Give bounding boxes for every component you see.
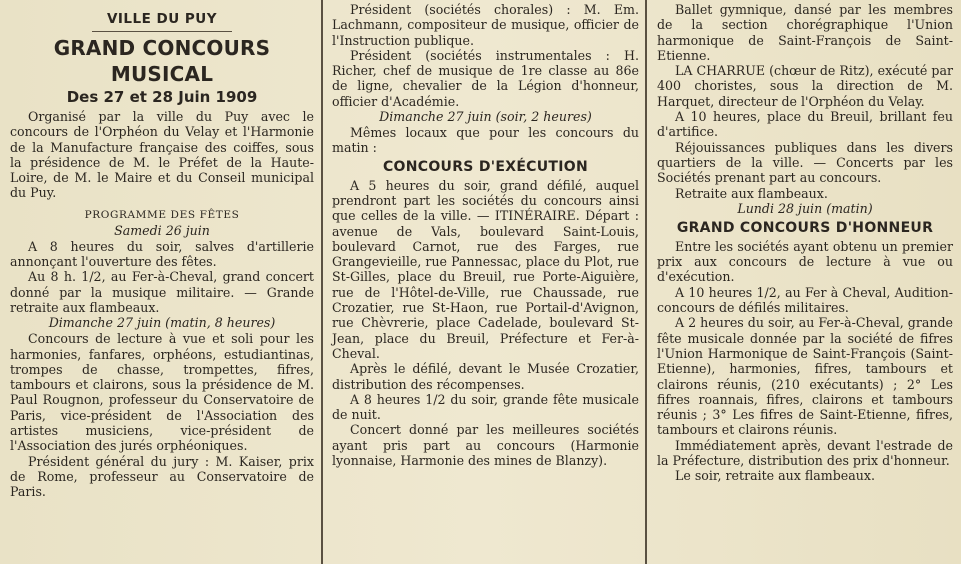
paragraph: A 5 heures du soir, grand défilé, auquel prendront part les sociétés du concours ainsi que celles de la ville. — ITINÉRAIRE. Départ : avenue de Vals, boulevard Saint-Louis, boulevard Carnot, rue des Farges, rue Grangevieille, rue Pannessac, place du Plot, rue St-Gilles, place du Breuil, rue Porte-Aiguière, rue de l'Hôtel-de-Ville, rue Chaussade, rue Crozatier, rue St-Haon, rue Portail-d'Avignon, rue Chèvrerie, place Cadelade, boulevard St-Jean, place du Breuil, Préfecture et Fer-à-Cheval.: [332, 177, 639, 361]
day-heading-dimanche-matin: Dimanche 27 juin (matin, 8 heures): [48, 315, 276, 331]
paragraph: Le soir, retraite aux flambeaux.: [675, 468, 875, 484]
header-divider: [92, 31, 232, 32]
day-heading-dimanche-soir: Dimanche 27 juin (soir, 2 heures): [379, 109, 592, 125]
column-1: [0, 0, 322, 564]
paragraph: Président (sociétés instrumentales : H. Richer, chef de musique de 1re classe au 86e de ligne, chevalier de la Légion d'honneur, officier d'Académie.: [332, 47, 639, 109]
programme-heading: PROGRAMME DES FÊTES: [84, 208, 240, 221]
paragraph: Mêmes locaux que pour les concours du matin :: [332, 125, 639, 156]
article-dates: Des 27 et 28 Juin 1909: [66, 88, 258, 106]
intro-paragraph: Organisé par la ville du Puy avec le concours de l'Orphéon du Velay et l'Harmonie de la Manufacture française des coiffes, sous la présidence de M. le Préfet de la Haute-Loire, de M. le Maire et du Conseil municipal du Puy.: [10, 109, 314, 201]
paragraph: Président (sociétés chorales) : M. Em. Lachmann, compositeur de musique, officier de l'Instruction publique.: [332, 2, 639, 48]
paragraph: Réjouissances publiques dans les divers quartiers de la ville. — Concerts par les Sociétés prenant part au concours.: [657, 139, 953, 186]
article-title: GRAND CONCOURS MUSICAL: [53, 36, 271, 86]
paragraph: A 8 heures 1/2 du soir, grande fête musicale de nuit.: [332, 391, 639, 423]
paragraph: Retraite aux flambeaux.: [675, 185, 828, 201]
paragraph: Immédiatement après, devant l'estrade de la Préfecture, distribution des prix d'honneur.: [657, 437, 953, 469]
section-heading-honneur: GRAND CONCOURS D'HONNEUR: [676, 219, 934, 236]
paragraph: Au 8 h. 1/2, au Fer-à-Cheval, grand concert donné par la musique militaire. — Grande retraite aux flambeaux.: [10, 269, 314, 315]
column-3: [647, 0, 961, 564]
section-header-ville: VILLE DU PUY: [106, 11, 218, 27]
column-2: [322, 0, 647, 564]
paragraph: Entre les sociétés ayant obtenu un premier prix aux concours de lecture à vue ou d'exécution.: [657, 238, 953, 285]
day-heading-lundi: Lundi 28 juin (matin): [737, 200, 873, 216]
paragraph: A 8 heures du soir, salves d'artillerie annonçant l'ouverture des fêtes.: [10, 238, 314, 270]
paragraph: Concert donné par les meilleures sociétés ayant pris part au concours (Harmonie lyonnaise, Harmonie des mines de Blanzy).: [332, 422, 639, 469]
paragraph: Président général du jury : M. Kaiser, prix de Rome, professeur au Conservatoire de Paris.: [10, 453, 314, 500]
section-heading-execution: CONCOURS D'EXÉCUTION: [382, 158, 589, 175]
paragraph: A 10 heures, place du Breuil, brillant feu d'artifice.: [657, 109, 953, 140]
paragraph: Concours de lecture à vue et soli pour les harmonies, fanfares, orphéons, estudiantinas, trompes de chasse, trompettes, fifres, tambours et clairons, sous la présidence de M. Paul Rougnon, professeur du Conservatoire de Paris, vice-président de l'Association des artistes musiciens, vice-président de l'Association des jurés orphéoniques.: [10, 331, 314, 454]
paragraph: A 2 heures du soir, au Fer-à-Cheval, grande fête musicale donnée par la société de fifres l'Union Harmonique de Saint-François (Saint-Etienne), harmonies, fifres, tambours et clairons réunis, (210 exécutants) ; 2° Les fifres roannais, fifres, clairons et tambours réunis ; 3° Les fifres de Saint-Etienne, fifres, tambours et clairons réunis.: [657, 315, 953, 438]
paragraph: LA CHARRUE (chœur de Ritz), exécuté par 400 choristes, sous la direction de M. Harquet, directeur de l'Orphéon du Velay.: [657, 63, 953, 109]
paragraph: A 10 heures 1/2, au Fer à Cheval, Audition-concours de défilés militaires.: [657, 284, 953, 316]
day-heading-samedi: Samedi 26 juin: [114, 222, 210, 238]
paragraph: Ballet gymnique, dansé par les membres de la section chorégraphique l'Union harmonique de Saint-François de Saint-Etienne.: [657, 2, 953, 63]
paragraph: Après le défilé, devant le Musée Crozatier, distribution des récompenses.: [332, 361, 639, 392]
